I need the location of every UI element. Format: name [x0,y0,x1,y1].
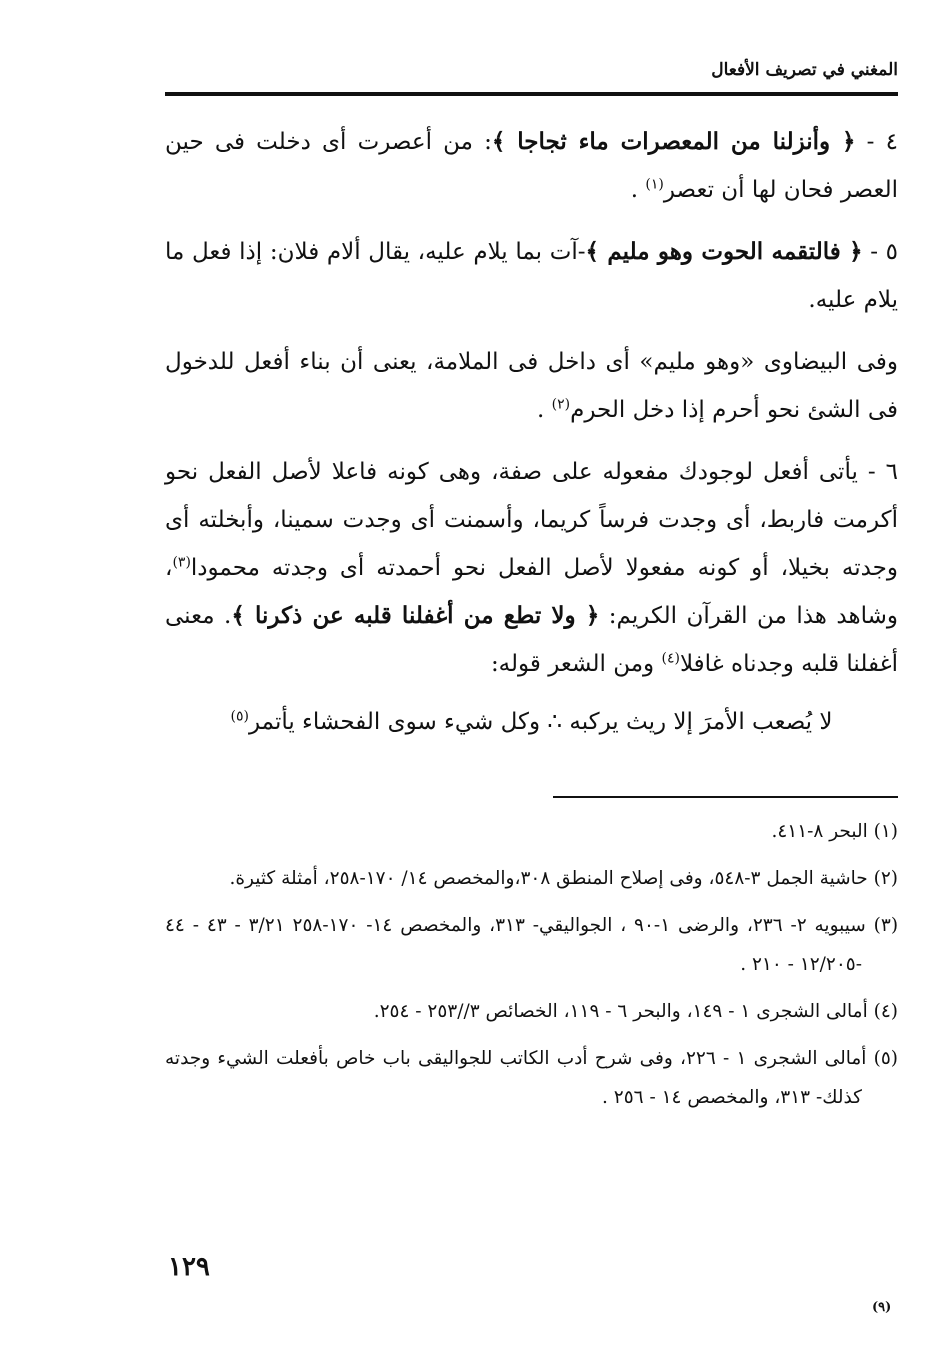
paragraph-text: ومن الشعر قوله: [490,651,662,677]
paragraph-text: : من أعصرت أى دخلت فى حين العصر فحان لها أن تعصر [165,129,898,203]
paragraph-text: -آت بما يلام عليه، يقال ألام فلان: إذا فعل ما يلام عليه. [165,239,898,313]
quran-quote: ﴿ وأنزلنا من المعصرات ماء ثجاجا ﴾ [491,128,856,155]
paragraph-baydawi [165,338,898,434]
footnote-text: سيبويه ٢- ٢٣٦، والرضى ١-٩٠ ، الجواليقي- ٣١٣، والمخصص ١٤- ١٧٠-٢٥٨ ٣/٢١ - ٤٣ - ٤٤ -١٢/٢٠٥ - ٢١٠ . [165,915,866,975]
main-text [165,118,898,746]
item-number: ٥ - [862,239,899,265]
header-rule [165,92,898,96]
footnote-label: (٣) [873,915,899,936]
footnote-text: حاشية الجمل ٣-٥٤٨، وفى إصلاح المنطق ٣٠٨،والمخصص ١٤/ ١٧٠-٢٥٨، أمثلة كثيرة. [229,868,868,889]
paragraph-5 [165,228,898,324]
poetry-verse [165,698,898,746]
paragraph-4 [165,118,898,214]
signature-mark: (٩) [872,1300,892,1315]
quran-quote: ﴿ ولا تطع من أغفلنا قلبه عن ذكرنا ﴾ [231,602,600,629]
footnote-ref: (١) [645,176,664,193]
footnote-text: البحر ٨-٤١١. [771,821,868,842]
verse-text: لا يُصعب الأمرَ إلا ريث يركبه ∴ وكل شيء سوى الفحشاء يأتمر [248,709,833,735]
footnote-label: (٥) [873,1048,899,1069]
header-title: المغني في تصريف الأفعال [711,60,898,80]
footnote-label: (٤) [873,1001,898,1022]
paragraph-6 [165,448,898,688]
paragraph-text: . معنى أغفلنا قلبه وجدناه غافلا [165,603,898,677]
footnote-ref: (٣) [172,554,191,571]
paragraph-text: وفى البيضاوى «وهو مليم» أى داخل فى الملامة، يعنى أن بناء أفعل للدخول فى الشئ نحو أحرم إذا دخل الحرم [165,349,898,423]
footnote-separator [553,796,898,798]
footnote-text: أمالى الشجرى ١ - ٢٢٦، وفى شرح أدب الكاتب للجواليقى باب خاص بأفعلت الشيء وجدته كذلك- ٣١٣، والمخصص ١٤ - ٢٥٦ . [165,1048,867,1108]
paragraph-end: . [537,397,552,423]
page-number: ١٢٩ [168,1252,210,1282]
footnote-text: أمالى الشجرى ١ - ١٤٩، والبحر ٦ - ١١٩، الخصائص ٣//٢٥٣ - ٢٥٤. [373,1001,868,1022]
paragraph-text: يأتى أفعل لوجودك مفعوله على صفة، وهى كونه فاعلا لأصل الفعل نحو أكرمت فاربط، أى وجدت فرساً كريما، وأسمنت أى وجدت سمينا، وأبخلته أى وجدته بخيلا، أو كونه مفعولا لأصل الفعل نحو أحمدته أى وجدته محمودا [165,459,898,581]
footnote-4 [165,992,898,1031]
footnote-1 [165,812,898,851]
footnote-label: (١) [873,821,898,842]
footnote-5 [165,1039,898,1117]
footnote-2 [165,859,898,898]
paragraph-text: ، وشاهد هذا من القرآن الكريم: [165,555,898,629]
footnotes [165,812,898,1125]
item-number: ٤ - [855,129,898,155]
item-number: ٦ - [857,459,898,485]
footnote-ref: (٥) [230,708,249,725]
quran-quote: ﴿ فالتقمه الحوت وهو مليم ﴾ [585,238,863,265]
footnote-label: (٢) [873,868,898,889]
footnote-ref: (٤) [661,650,680,667]
paragraph-end: . [630,177,646,203]
footnote-ref: (٢) [551,396,571,413]
running-header [165,58,898,98]
footnote-3 [165,906,898,984]
